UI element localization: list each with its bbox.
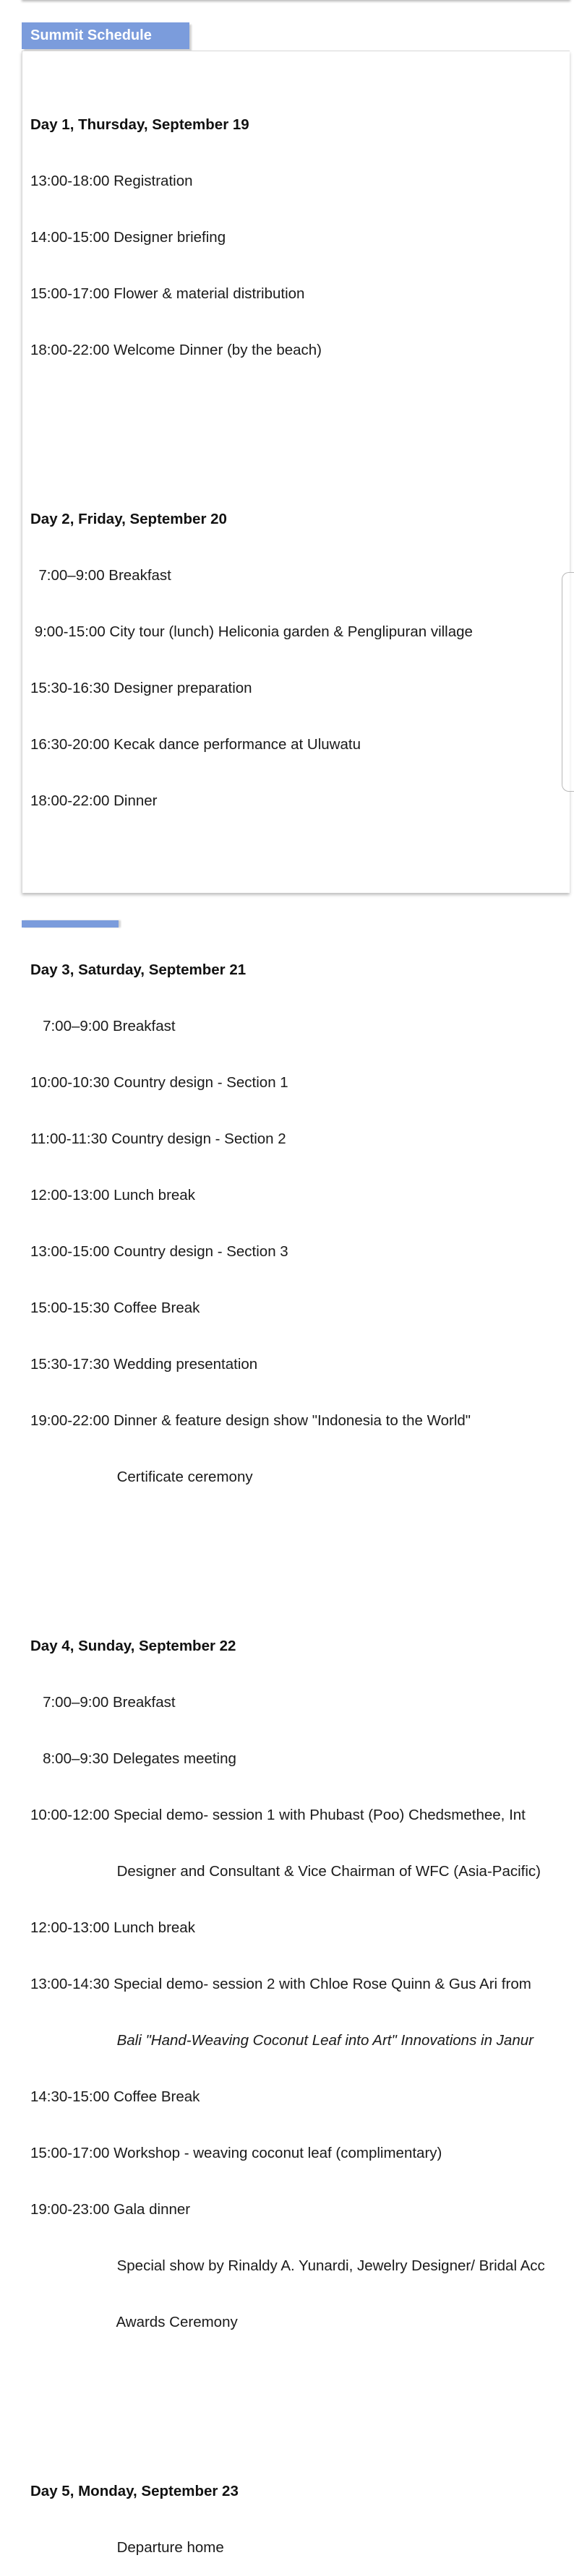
day-heading: Day 2, Friday, September 20 (30, 511, 227, 527)
schedule-line: 10:00-10:30 Country design - Section 1 (30, 1074, 288, 1091)
day-spacer (30, 397, 570, 435)
day-heading: Day 5, Monday, September 23 (30, 2483, 239, 2499)
day-heading: Day 1, Thursday, September 19 (30, 116, 249, 133)
schedule-line: 8:00–9:30 Delegates meeting (30, 1750, 236, 1767)
schedule-line: 15:30-16:30 Designer preparation (30, 680, 252, 696)
schedule-line: 15:00-17:00 Flower & material distribution (30, 285, 305, 302)
day-spacer (30, 848, 570, 886)
schedule-line: 7:00–9:00 Breakfast (30, 1018, 176, 1034)
schedule-line: 7:00–9:00 Breakfast (30, 567, 171, 584)
schedule-line: 10:00-12:00 Special demo- session 1 with Phubast (Poo) Chedsmethee, Int (30, 1807, 526, 1823)
day-spacer (30, 2369, 570, 2407)
schedule-line: 12:00-13:00 Lunch break (30, 1187, 195, 1203)
schedule-line: Special show by Rinaldy A. Yunardi, Jewelry Designer/ Bridal Acc (30, 2257, 545, 2274)
schedule-line: 13:00-14:30 Special demo- session 2 with Chloe Rose Quinn & Gus Ari from (30, 1976, 531, 1992)
schedule-line: 19:00-22:00 Dinner & feature design show "Indonesia to the World" (30, 1412, 471, 1429)
day-spacer (30, 1524, 570, 1562)
schedule-line: 11:00-11:30 Country design - Section 2 (30, 1131, 286, 1147)
section-title-tab (22, 22, 189, 49)
scroll-handle[interactable] (562, 572, 574, 792)
schedule-line: 18:00-22:00 Welcome Dinner (by the beach) (30, 342, 322, 358)
schedule-line: 9:00-15:00 City tour (lunch) Heliconia garden & Penglipuran village (30, 623, 473, 640)
day-heading: Day 3, Saturday, September 21 (30, 961, 247, 978)
schedule-line: 14:00-15:00 Designer briefing (30, 229, 226, 246)
schedule-line: 13:00-15:00 Country design - Section 3 (30, 1243, 288, 1260)
schedule-line-italic: Bali "Hand-Weaving Coconut Leaf into Art" Innovations in Janur (30, 2032, 534, 2049)
schedule-line: 15:00-15:30 Coffee Break (30, 1300, 200, 1316)
schedule-line: Certificate ceremony (30, 1469, 253, 1485)
schedule-line: 19:00-23:00 Gala dinner (30, 2201, 191, 2218)
schedule-list (30, 59, 570, 2576)
schedule-line: Awards Ceremony (30, 2314, 238, 2330)
section-title: Summit Schedule (30, 27, 152, 43)
schedule-line: 14:30-15:00 Coffee Break (30, 2088, 200, 2105)
day-heading: Day 4, Sunday, September 22 (30, 1638, 236, 1654)
schedule-line: 18:00-22:00 Dinner (30, 792, 158, 809)
schedule-line: 15:30-17:30 Wedding presentation (30, 1356, 258, 1373)
schedule-line: 13:00-18:00 Registration (30, 173, 193, 189)
schedule-line: 16:30-20:00 Kecak dance performance at Uluwatu (30, 736, 361, 753)
schedule-line: 12:00-13:00 Lunch break (30, 1919, 195, 1936)
schedule-line: 15:00-17:00 Workshop - weaving coconut leaf (complimentary) (30, 2145, 442, 2161)
schedule-line: Departure home (30, 2539, 224, 2556)
schedule-line: 7:00–9:00 Breakfast (30, 1694, 176, 1711)
schedule-line: Designer and Consultant & Vice Chairman of WFC (Asia-Pacific) (30, 1863, 541, 1880)
next-section-tab (22, 920, 119, 928)
